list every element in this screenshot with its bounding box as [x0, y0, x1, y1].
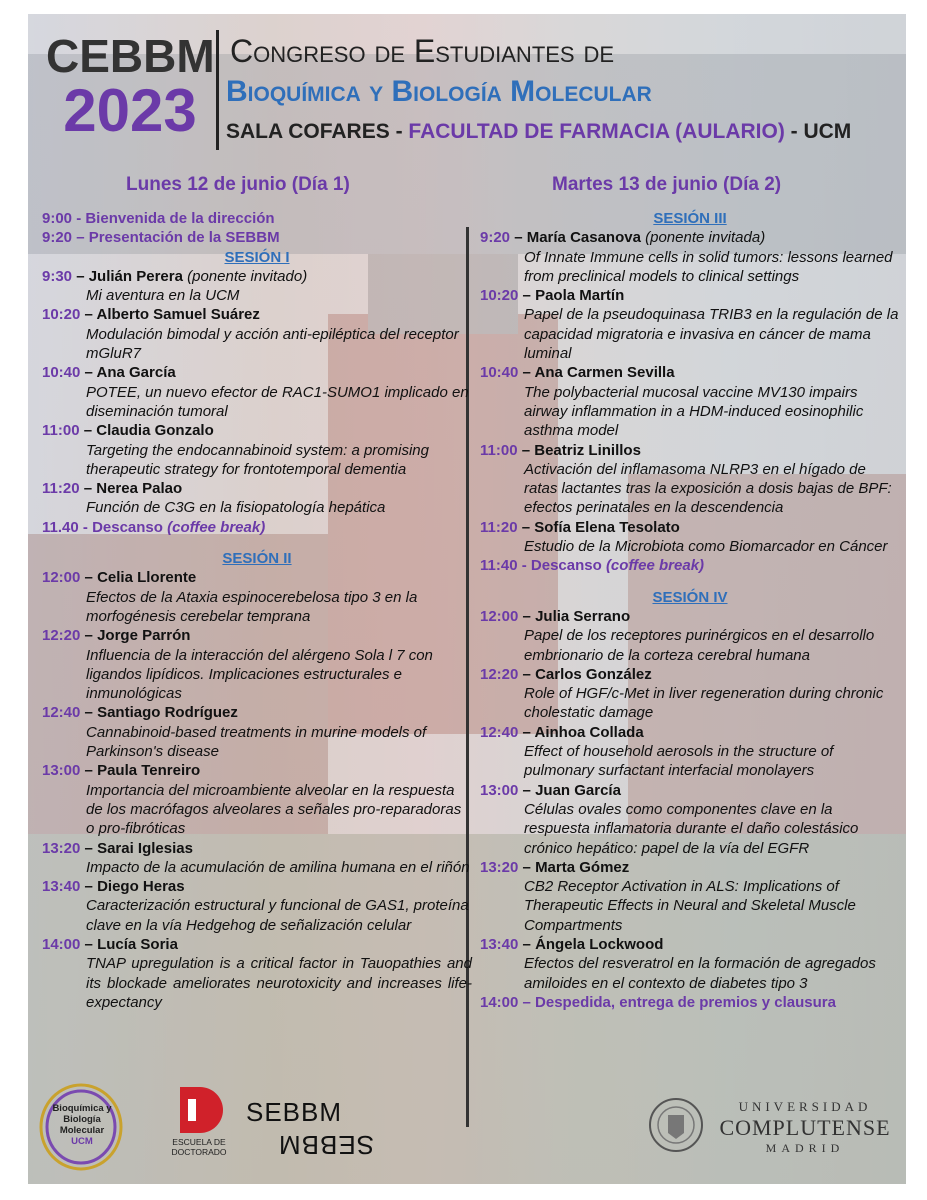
- ucm-logo: [648, 1079, 898, 1179]
- talk-speaker: Ana Carmen Sevilla: [534, 364, 675, 382]
- day2-column: [480, 209, 900, 1012]
- talk-title: Caracterización estructural y funcional de GAS1, proteína clave en la vía Hedgehog de señalización celular: [86, 897, 469, 934]
- talk-item: 11:00 – Beatriz Linillos Activación del inflamasoma NLRP3 en el hígado de ratas lactantes tras la exposición a dosis bajas de BPF: efectos perinatales en la descendencia: [480, 441, 900, 518]
- escuela-line: ESCUELA DE: [172, 1137, 226, 1147]
- sebbm-text: SEBBM: [246, 1097, 343, 1127]
- talk-time: 9:20: [480, 229, 511, 247]
- talk-speaker: Julia Serrano: [535, 607, 631, 625]
- venue-part-c: - UCM: [784, 120, 852, 143]
- talk-time: 11:00: [480, 441, 518, 459]
- talk-speaker: Juan García: [535, 781, 621, 799]
- talk-role: (ponente invitado): [187, 267, 308, 285]
- talk-item: 13:40 – Ángela Lockwood Efectos del resveratrol en la formación de agregados amiloides en el contexto de diabetes tipo 3: [480, 935, 900, 993]
- break-time: 11:40: [480, 557, 518, 575]
- bbm-logo-line: UCM: [71, 1136, 93, 1147]
- bbm-logo-line: Molecular: [59, 1125, 105, 1136]
- talk-title: Estudio de la Microbiota como Biomarcador en Cáncer: [524, 538, 888, 556]
- talk-time: 11:00: [42, 422, 80, 440]
- talk-item: 13:20 – Marta Gómez CB2 Receptor Activation in ALS: Implications of Therapeutic Effects in Neural and Skeletal Muscle Compartments: [480, 858, 900, 935]
- talk-role: (ponente invitada): [645, 229, 766, 247]
- escuela-line: DOCTORADO: [171, 1147, 227, 1157]
- talk-title: Impacto de la acumulación de amilina humana en el riñón: [86, 858, 470, 876]
- talk-item: 12:20 – Jorge Parrón Influencia de la interacción del alérgeno Sola l 7 con ligandos lipídicos. Implicaciones estructurales e inmunológicas: [42, 626, 472, 703]
- talk-item: 14:00 – Lucía Soria TNAP upregulation is a critical factor in Tauopathies and its blockade ameliorates neurotoxicity and increases life-expectancy: [42, 935, 472, 1011]
- talk-title: Papel de los receptores purinérgicos en el desarrollo embrionario de la corteza cerebral humana: [524, 627, 875, 664]
- talk-time: 13:20: [42, 839, 81, 857]
- break-time: 11.40: [42, 518, 79, 536]
- day1-column: [42, 209, 472, 1012]
- talk-time: 10:40: [42, 364, 81, 382]
- talk-time: 12:00: [480, 607, 519, 625]
- talk-title: Influencia de la interacción del alérgeno Sola l 7 con ligandos lipídicos. Implicaciones estructurales e inmunológicas: [86, 646, 433, 703]
- escuela-doctorado-logo: [164, 1079, 234, 1179]
- closing-item: 14:00 – Despedida, entrega de premios y clausura: [480, 993, 836, 1011]
- session-4-heading: SESIÓN IV: [652, 588, 728, 606]
- acronym: CEBBM: [46, 30, 215, 82]
- talk-speaker: Ainhoa Collada: [534, 723, 644, 741]
- break-item: 11:40 - Descanso (coffee break): [480, 557, 705, 575]
- talk-title: Role of HGF/c-Met in liver regeneration during chronic cholestatic damage: [524, 685, 884, 722]
- escuela-d-icon: [170, 1085, 230, 1135]
- talk-item: 12:40 – Santiago Rodríguez Cannabinoid-based treatments in murine models of Parkinson's disease: [42, 703, 472, 761]
- talk-item: 13:00 – Juan García Células ovales como componentes clave en la respuesta inflamatoria durante el daño colestásico crónico hepático: papel de la vía del EGFR: [480, 781, 900, 858]
- talk-speaker: Jorge Parrón: [97, 627, 191, 645]
- talk-title: Of Innate Immune cells in solid tumors: lessons learned from preclinical models to clinical settings: [524, 248, 893, 285]
- talk-item: 12:00 – Celia Llorente Efectos de la Ataxia espinocerebelosa tipo 3 en la morfogénesis cerebelar temprana: [42, 568, 472, 626]
- talk-item: 10:20 – Alberto Samuel Suárez Modulación bimodal y acción anti-epiléptica del receptor mGluR7: [42, 305, 472, 363]
- year: 2023: [63, 77, 197, 144]
- talk-speaker: Sofía Elena Tesolato: [534, 518, 680, 536]
- talk-speaker: Marta Gómez: [535, 858, 630, 876]
- talk-time: 10:40: [480, 364, 519, 382]
- talk-time: 12:40: [42, 704, 81, 722]
- talk-speaker: Paula Tenreiro: [97, 762, 201, 780]
- talk-title: Efectos del resveratrol en la formación de agregados amiloides en el contexto de diabetes tipo 3: [524, 955, 876, 992]
- talk-speaker: Ana García: [96, 364, 176, 382]
- talk-title: CB2 Receptor Activation in ALS: Implications of Therapeutic Effects in Neural and Skeletal Muscle Compartments: [524, 878, 856, 934]
- session-2-heading: SESIÓN II: [222, 550, 292, 568]
- talk-time: 10:20: [480, 287, 519, 305]
- talk-time: 13:00: [42, 762, 81, 780]
- talk-speaker: Claudia Gonzalo: [96, 422, 214, 440]
- talk-title: Mi aventura en la UCM: [86, 287, 240, 305]
- talk-speaker: Nerea Palao: [96, 480, 183, 498]
- talk-time: 11:20: [480, 518, 518, 536]
- talk-speaker: Ángela Lockwood: [535, 935, 664, 953]
- sebbm-logo: [238, 1079, 388, 1179]
- talk-title: The polybacterial mucosal vaccine MV130 impairs airway inflammation in a HDM-induced eosinophilic asthma model: [524, 383, 864, 440]
- day2-heading: Martes 13 de junio (Día 2): [552, 174, 782, 195]
- bbm-logo-line: Biología: [63, 1114, 101, 1125]
- talk-item: 9:20 – María Casanova (ponente invitada) Of Innate Immune cells in solid tumors: lessons learned from preclinical models to clinical settings: [480, 228, 900, 286]
- talk-title: Importancia del microambiente alveolar en la respuesta de los macrófagos alveolares a señales pro-reparadoras o pro-fibróticas: [86, 781, 462, 838]
- header-logo-block: [46, 32, 214, 142]
- venue-part-b: FACULTAD DE FARMACIA (AULARIO): [408, 120, 785, 143]
- talk-item: 10:40 – Ana Carmen Sevilla The polybacterial mucosal vaccine MV130 impairs airway inflammation in a HDM-induced eosinophilic asthma model: [480, 363, 900, 440]
- break-label: Descanso: [530, 557, 602, 575]
- talk-item: 12:00 – Julia Serrano Papel de los receptores purinérgicos en el desarrollo embrionario de la corteza cerebral humana: [480, 607, 900, 665]
- session-4-talks: [480, 607, 900, 993]
- talk-speaker: Celia Llorente: [97, 569, 197, 587]
- talk-title: Modulación bimodal y acción anti-epiléptica del receptor mGluR7: [86, 325, 459, 363]
- session-1-heading: SESIÓN I: [224, 248, 290, 266]
- day1-heading: Lunes 12 de junio (Día 1): [126, 174, 350, 195]
- talk-title: Función de C3G en la fisiopatología hepática: [86, 499, 386, 517]
- talk-item: 11:20 – Nerea Palao Función de C3G en la fisiopatología hepática: [42, 479, 472, 518]
- talk-time: 12:20: [480, 665, 519, 683]
- talk-item: 13:00 – Paula Tenreiro Importancia del microambiente alveolar en la respuesta de los macrófagos alveolares a señales pro-reparadoras o pro-fibróticas: [42, 761, 472, 838]
- session-2-talks: [42, 568, 472, 1012]
- break-label: Descanso: [92, 518, 163, 536]
- venue-part-a: SALA COFARES -: [226, 120, 409, 143]
- talk-title: Efectos de la Ataxia espinocerebelosa tipo 3 en la morfogénesis cerebelar temprana: [86, 588, 418, 625]
- talk-item: 13:40 – Diego Heras Caracterización estructural y funcional de GAS1, proteína clave en la vía Hedgehog de señalización celular: [42, 877, 472, 935]
- ucm-line: MADRID: [765, 1141, 845, 1155]
- session-1-talks: [42, 267, 472, 518]
- talk-time: 13:00: [480, 781, 519, 799]
- ucm-line: COMPLUTENSE: [719, 1115, 891, 1140]
- talk-title: Targeting the endocannabinoid system: a promising therapeutic strategy for frontotemporal dementia: [86, 441, 429, 478]
- talk-speaker: Lucía Soria: [97, 935, 178, 953]
- talk-title: Papel de la pseudoquinasa TRIB3 en la regulación de la capacidad migratoria e invasiva en cáncer de mama luminal: [524, 306, 899, 363]
- bbm-logo-line: Bioquímica y: [52, 1103, 112, 1114]
- talk-speaker: Carlos González: [535, 665, 652, 683]
- talk-time: 12:00: [42, 569, 81, 587]
- talk-time: 13:40: [42, 878, 81, 896]
- talk-speaker: Beatriz Linillos: [534, 441, 641, 459]
- talk-speaker: Julián Perera: [88, 267, 183, 285]
- poster: [28, 14, 906, 1184]
- talk-title: POTEE, un nuevo efector de RAC1-SUMO1 implicado en diseminación tumoral: [86, 383, 469, 420]
- talk-time: 13:20: [480, 858, 519, 876]
- talk-time: 10:20: [42, 306, 81, 324]
- break-item: 11.40 - Descanso (coffee break): [42, 518, 266, 536]
- talk-speaker: Diego Heras: [97, 878, 185, 896]
- talk-item: 10:20 – Paola Martín Papel de la pseudoquinasa TRIB3 en la regulación de la capacidad migratoria e invasiva en cáncer de mama luminal: [480, 287, 899, 363]
- break-note: (coffee break): [605, 557, 705, 575]
- talk-time: 11:20: [42, 480, 80, 498]
- ucm-seal-icon: [648, 1093, 704, 1157]
- talk-speaker: Paola Martín: [535, 287, 625, 305]
- sebbm-text-mirrored: SEBBM: [278, 1130, 375, 1160]
- talk-time: 12:40: [480, 723, 519, 741]
- talk-item: 12:20 – Carlos González Role of HGF/c-Met in liver regeneration during chronic cholestatic damage: [480, 665, 900, 723]
- talk-speaker: Alberto Samuel Suárez: [96, 306, 260, 324]
- talk-speaker: Santiago Rodríguez: [97, 704, 238, 722]
- talk-time: 9:30: [42, 267, 73, 285]
- talk-item: 10:40 – Ana García POTEE, un nuevo efector de RAC1-SUMO1 implicado en diseminación tumoral: [42, 363, 472, 421]
- talk-time: 14:00: [42, 935, 81, 953]
- talk-item: 12:40 – Ainhoa Collada Effect of household aerosols in the structure of pulmonary surfactant interfacial monolayers: [480, 723, 900, 781]
- welcome-item: 9:00 - Bienvenida de la dirección: [42, 210, 275, 227]
- talk-time: 13:40: [480, 935, 519, 953]
- header-titles: [218, 30, 898, 152]
- talk-title: Células ovales como componentes clave en la respuesta inflamatoria durante el daño colestásico crónico hepático: papel de la vía del EGFR: [524, 800, 859, 857]
- presentation-item: 9:20 – Presentación de la SEBBM: [42, 229, 280, 247]
- talk-title: Effect of household aerosols in the structure of pulmonary surfactant interfacial monolayers: [524, 743, 834, 780]
- talk-item: 11:20 – Sofía Elena Tesolato Estudio de la Microbiota como Biomarcador en Cáncer: [480, 518, 900, 557]
- header-line1: Congreso de Estudiantes de: [230, 33, 615, 69]
- talk-title: Activación del inflamasoma NLRP3 en el hígado de ratas lactantes tras la exposición a dosis bajas de BPF: efectos perinatales en la descendencia: [524, 460, 892, 517]
- talk-item: 13:20 – Sarai Iglesias Impacto de la acumulación de amilina humana en el riñón: [42, 839, 472, 878]
- talk-speaker: Sarai Iglesias: [97, 839, 193, 857]
- talk-item: 11:00 – Claudia Gonzalo Targeting the endocannabinoid system: a promising therapeutic strategy for frontotemporal dementia: [42, 421, 472, 479]
- talk-speaker: María Casanova: [526, 229, 641, 247]
- bbm-ucm-logo: [36, 1079, 126, 1179]
- header-line2: Bioquímica y Biología Molecular: [226, 75, 652, 108]
- header-venue: [218, 112, 898, 152]
- talk-time: 12:20: [42, 627, 81, 645]
- talk-item: 9:30 – Julián Perera (ponente invitado) Mi aventura en la UCM: [42, 267, 472, 306]
- session-3-talks: [480, 228, 900, 556]
- talk-title: TNAP upregulation is a critical factor in Tauopathies and its blockade ameliorates neurotoxicity and increases life-expectancy: [86, 955, 472, 1011]
- ucm-line: UNIVERSIDAD: [738, 1099, 872, 1114]
- break-note: (coffee break): [167, 518, 266, 536]
- session-3-heading: SESIÓN III: [653, 210, 727, 227]
- talk-title: Cannabinoid-based treatments in murine models of Parkinson's disease: [86, 723, 427, 761]
